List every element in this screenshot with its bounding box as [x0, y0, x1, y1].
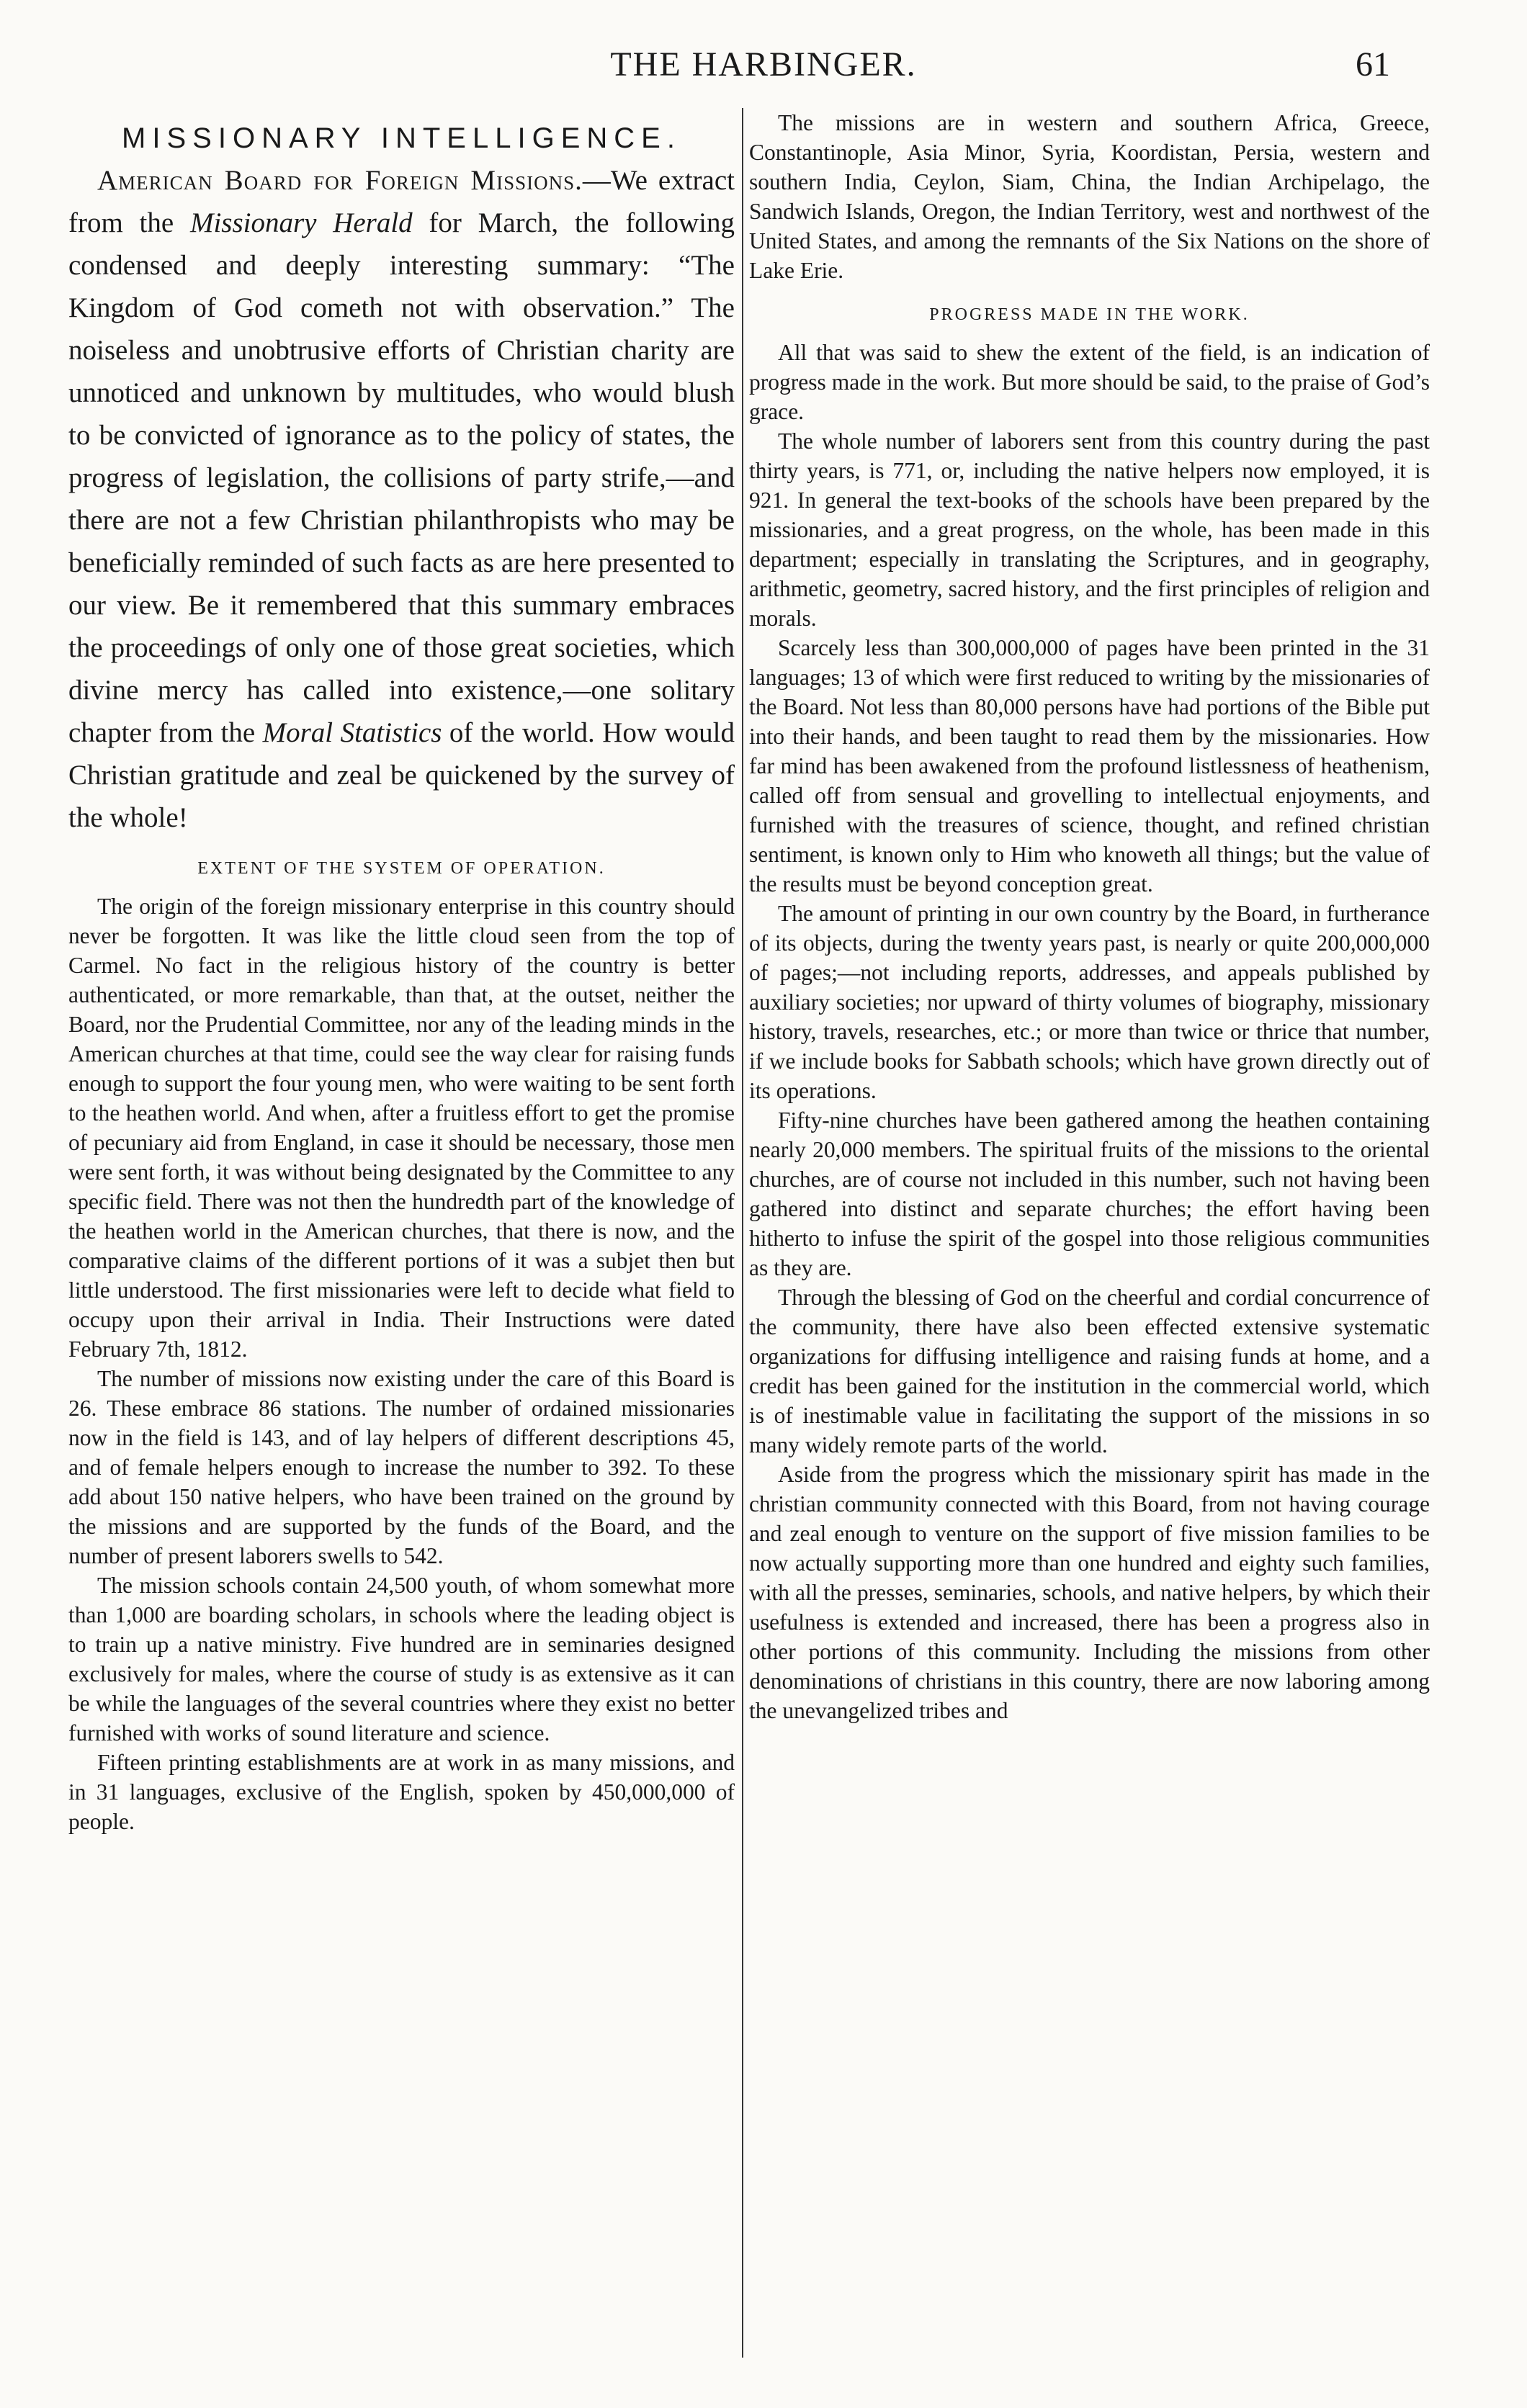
paragraph: The mission schools contain 24,500 youth, of whom somewhat more than 1,000 are boarding scholars, in schools where the leading object is to train up a native ministry. Five hundred are in seminaries designed exclusively for males, where the course of study is as extensive as it can be while the languages of the several countries where they exist no better furnished with works of sound literature and science.	[68, 1573, 735, 1746]
paragraph: The missions are in western and southern Africa, Greece, Constantinople, Asia Minor, Syria, Koordistan, Persia, western and southern India, Ceylon, Siam, China, the Indian Archipelago, the Sandwich Islands, Oregon, the Indian Territory, west and northwest of the United States, and among the remnants of the Six Nations on the shore of Lake Erie.	[749, 110, 1430, 283]
page-number: 61	[1356, 45, 1390, 84]
paragraph: Fifteen printing establishments are at work in as many missions, and in 31 languages, exclusive of the English, spoken by 450,000,000 of people.	[68, 1750, 735, 1834]
paragraph: All that was said to shew the extent of the field, is an indication of progress made in the work. But more should be said, to the praise of God’s grace.	[749, 340, 1430, 424]
section-heading-extent: EXTENT OF THE SYSTEM OF OPERATION.	[197, 859, 606, 878]
paragraph: The amount of printing in our own country by the Board, in furtherance of its objects, during the twenty years past, is nearly or quite 200,000,000 of pages;—not including reports, addresses, and appeals published by auxiliary societies; nor upward of thirty volumes of biography, missionary history, travels, researches, etc.; or more than twice or thrice that number, if we include books for Sabbath schools; which have grown directly out of its operations.	[749, 901, 1430, 1103]
lead-text-1: —We extract from the	[68, 165, 735, 238]
section-heading-progress: PROGRESS MADE IN THE WORK.	[929, 305, 1250, 324]
paragraph: Aside from the progress which the missionary spirit has made in the christian community connected with this Board, from not having courage and zeal enough to venture on the support of five mission families to be now actually supporting more than one hundred and eighty such families, with all the presses, seminaries, schools, and native helpers, by which their usefulness is extended and increased, there has been a progress also in other portions of this community. Including the missions from other denominations of christians in this country, there are now laboring among the unevangelized tribes and	[749, 1462, 1430, 1723]
running-head	[0, 45, 1527, 88]
paragraph: Fifty-nine churches have been gathered among the heathen containing nearly 20,000 members. The spiritual fruits of the missions to the oriental churches, are of course not included in this number, such not having been gathered into distinct and separate churches; the effort having been hitherto to infuse the spirit of the gospel into those religious communities as they are.	[749, 1108, 1430, 1280]
lead-text-3: of the world. How would Christian gratitude and zeal be quickened by the survey of the whole!	[68, 717, 735, 833]
lead-publication: Missionary Herald	[189, 207, 413, 238]
left-column	[68, 108, 735, 2365]
lead-org-name: American Board for Foreign Missions.	[97, 165, 583, 196]
paragraph: The number of missions now existing under the care of this Board is 26. These embrace 86 stations. The number of ordained missionaries now in the field is 143, and of lay helpers of different descriptions 45, and of female helpers enough to increase the number to 392. To these add about 150 native helpers, who have been trained on the ground by the missions and are supported by the funds of the Board, and the number of present laborers swells to 542.	[68, 1366, 735, 1568]
lead-italic-2: Moral Statistics	[262, 717, 442, 748]
article-heading: MISSIONARY INTELLIGENCE.	[122, 122, 681, 154]
column-divider	[742, 108, 743, 2358]
running-title: THE HARBINGER.	[610, 45, 917, 84]
right-column	[749, 108, 1430, 2365]
paragraph: The origin of the foreign missionary enterprise in this country should never be forgotten. It was like the little cloud seen from the top of Carmel. No fact in the religious history of the country is better authenticated, or more remarkable, than that, at the outset, neither the Board, nor the Prudential Committee, nor any of the leading minds in the American churches at that time, could see the way clear for raising funds enough to support the four young men, who were waiting to be sent forth to the heathen world. And when, after a fruitless effort to get the promise of pecuniary aid from England, in case it should be necessary, those men were sent forth, it was without being designated by the Committee to any specific field. There was not then the hundredth part of the knowledge of the heathen world in the American churches, that there is now, and the comparative claims of the different portions of it was a subjet then but little understood. The first missionaries were left to decide what field to occupy upon their arrival in India. Their Instructions were dated February 7th, 1812.	[68, 894, 735, 1362]
lead-paragraph	[68, 159, 735, 839]
lead-text-2: for March, the following condensed and deeply interesting summary: “The Kingdom of God cometh not with observation.” The noiseless and unobtrusive efforts of Christian charity are unnoticed and unknown by multitudes, who would blush to be convicted of ignorance as to the policy of states, the progress of legislation, the collisions of party strife,—and there are not a few Christian philanthropists who may be beneficially reminded of such facts as are here presented to our view. Be it remembered that this summary embraces the proceedings of only one of those great societies, which divine mercy has called into existence,—one solitary chapter from the	[68, 207, 735, 748]
paragraph: Through the blessing of God on the cheerful and cordial concurrence of the community, there have also been effected extensive systematic organizations for diffusing intelligence and raising funds at home, and a credit has been gained for the institution in the commercial world, which is of inestimable value in facilitating the support of the missions in so many widely remote parts of the world.	[749, 1285, 1430, 1457]
paragraph: The whole number of laborers sent from this country during the past thirty years, is 771, or, including the native helpers now employed, it is 921. In general the text-books of the schools have been prepared by the missionaries, and a great progress, on the whole, has been made in this department; especially in translating the Scriptures, and in geography, arithmetic, geometry, sacred history, and the first principles of religion and morals.	[749, 428, 1430, 631]
paragraph: Scarcely less than 300,000,000 of pages have been printed in the 31 languages; 13 of which were first reduced to writing by the missionaries of the Board. Not less than 80,000 persons have had portions of the Bible put into their hands, and been taught to read them by the missionaries. How far mind has been awakened from the profound listlessness of heathenism, called off from sensual and grovelling to intellectual enjoyments, and furnished with the treasures of science, thought, and refined christian sentiment, is known only to Him who knoweth all things; but the value of the results must be beyond conception great.	[749, 635, 1430, 897]
